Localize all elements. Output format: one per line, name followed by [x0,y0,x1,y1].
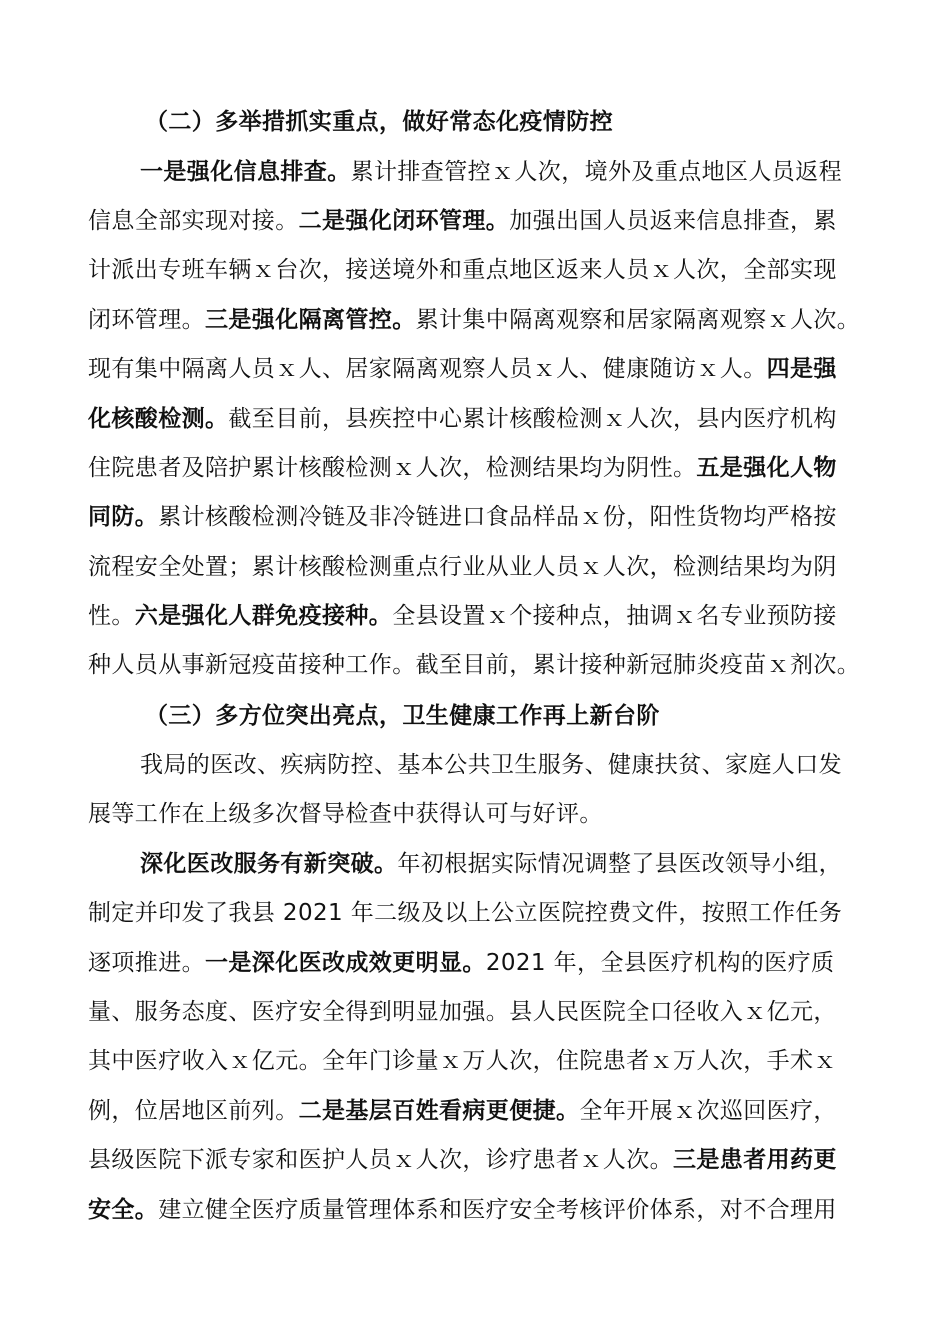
bold-lead: 一是强化信息排查。 [140,159,351,185]
bold-lead: 六是强化人群免疫接种。 [134,603,393,629]
text-run: 逐项推进。 [88,950,205,976]
text-line [140,844,868,884]
text-line: 其中医疗收入ｘ亿元。全年门诊量ｘ万人次，住院患者ｘ万人次，手术ｘ [88,1048,837,1074]
text-run: 闭环管理。 [88,307,205,333]
text-line [88,497,868,537]
text-run: 加强出国人员返来信息排查，累 [509,208,837,234]
text-run: 建立健全医疗质量管理体系和医疗安全考核评价体系，对不合理用 [158,1197,837,1223]
text-line [88,399,868,439]
bold-lead: 同防。 [88,504,159,530]
text-line [88,943,868,983]
bold-lead: 一是深化医改成效更明显。 [205,950,486,976]
bold-lead: 二是强化闭环管理。 [298,208,510,234]
text-line [88,448,868,488]
text-line: 种人员从事新冠疫苗接种工作。截至目前，累计接种新冠肺炎疫苗ｘ剂次。 [88,652,861,678]
text-line [88,1190,868,1230]
text-run: 累计排查管控ｘ人次，境外及重点地区人员返程 [350,159,843,185]
bold-lead: 三是强化隔离管控。 [205,307,416,333]
bold-lead: 四是强 [766,356,837,382]
text-line [88,300,868,340]
text-run: 截至目前，县疾控中心累计核酸检测ｘ人次，县内医疗机构 [228,406,837,432]
text-run: 县级医院下派专家和医护人员ｘ人次，诊疗患者ｘ人次。 [88,1147,673,1173]
text-run: 信息全部实现对接。 [88,208,299,234]
text-run: 住院患者及陪护累计核酸检测ｘ人次，检测结果均为阴性。 [88,455,697,481]
text-line: 计派出专班车辆ｘ台次，接送境外和重点地区返来人员ｘ人次，全部实现 [88,257,837,283]
text-run: 性。 [88,603,135,629]
text-line: 我局的医改、疾病防控、基本公共卫生服务、健康扶贫、家庭人口发 [140,752,842,778]
text-line [88,201,868,241]
text-run: 例，位居地区前列。 [88,1098,299,1124]
bold-lead: 安全。 [88,1197,159,1223]
text-run: 年初根据实际情况调整了县医改领导小组， [397,851,843,877]
text-line: 量、服务态度、医疗安全得到明显加强。县人民医院全口径收入ｘ亿元， [88,999,837,1025]
bold-lead: 深化医改服务有新突破。 [140,851,398,877]
text-line [88,349,868,389]
text-line: 制定并印发了我县 2021 年二级及以上公立医院控费文件，按照工作任务 [88,900,843,926]
bold-lead: 五是强化人物 [696,455,837,481]
section-heading-3: （三）多方位突出亮点，卫生健康工作再上新台阶 [145,703,660,729]
text-run: 全县设置ｘ个接种点，抽调ｘ名专业预防接 [392,603,837,629]
text-line [88,596,868,636]
text-run: 累计核酸检测冷链及非冷链进口食品样品ｘ份，阳性货物均严格按 [158,504,837,530]
text-line: 流程安全处置；累计核酸检测重点行业从业人员ｘ人次，检测结果均为阴 [88,554,837,580]
text-line [88,1091,868,1131]
bold-lead: 三是患者用药更 [673,1147,837,1173]
text-run: 2021 年，全县医疗机构的医疗质 [485,950,835,976]
section-heading-2: （二）多举措抓实重点，做好常态化疫情防控 [145,109,613,135]
text-run: 累计集中隔离观察和居家隔离观察ｘ人次。 [415,307,861,333]
text-line [88,1140,868,1180]
bold-lead: 二是基层百姓看病更便捷。 [298,1098,580,1124]
text-line [140,152,868,192]
text-run: 全年开展ｘ次巡回医疗， [579,1098,837,1124]
text-line: 展等工作在上级多次督导检查中获得认可与好评。 [88,801,603,827]
bold-lead: 化核酸检测。 [88,406,229,432]
text-run: 现有集中隔离人员ｘ人、居家隔离观察人员ｘ人、健康随访ｘ人。 [88,356,767,382]
